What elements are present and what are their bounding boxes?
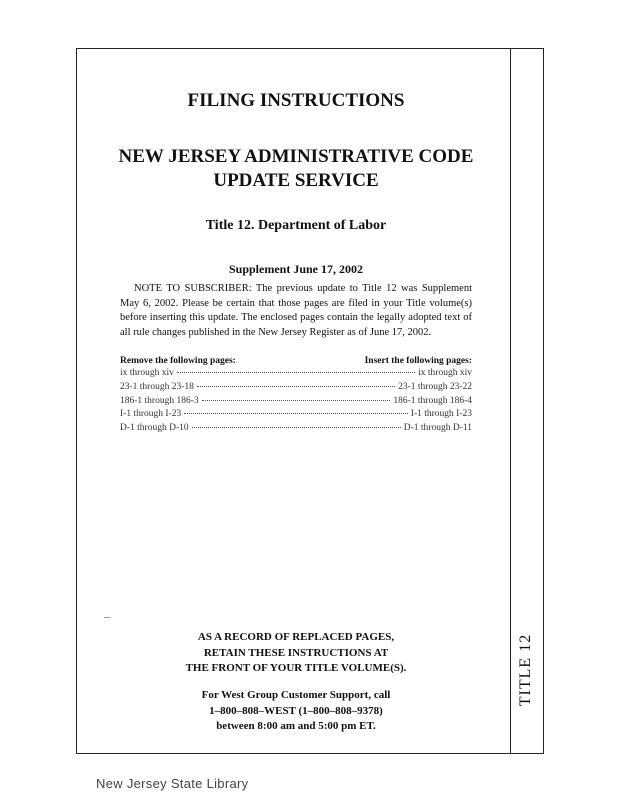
- record-notice-line2: RETAIN THESE INSTRUCTIONS AT: [203, 646, 389, 659]
- table-row: [120, 423, 472, 437]
- table-row: [120, 396, 472, 410]
- record-notice-line1: AS A RECORD OF REPLACED PAGES,: [197, 631, 395, 643]
- insert-pages-header: Insert the following pages:: [364, 356, 472, 366]
- support-line1: For West Group Customer Support, call: [201, 689, 391, 701]
- insert-pages: 186-1 through 186-4: [393, 395, 472, 406]
- support-line2: 1–800–808–WEST (1–800–808–9378): [209, 704, 383, 717]
- subscriber-note: [120, 282, 472, 340]
- table-row: [120, 409, 472, 423]
- subscriber-note-text: NOTE TO SUBSCRIBER: The previous update to Title 12 was Supplement May 6, 2002. Please be certain that those pages are filed in your Title volume(s) before inserting this update. The enclosed pages contain the legally adopted text of all rule changes published in the New Jersey Register as of June 17, 2002.: [120, 283, 472, 338]
- remove-pages: I-1 through I-23: [120, 409, 182, 420]
- record-notice: [90, 630, 502, 677]
- dot-leader: [202, 400, 391, 401]
- code-title: [90, 145, 502, 193]
- pages-table: [120, 356, 472, 437]
- remove-pages: 186-1 through 186-3: [120, 395, 199, 406]
- dot-leader: [192, 427, 401, 428]
- margin-mark: [104, 617, 110, 618]
- remove-pages-header: Remove the following pages:: [120, 356, 236, 366]
- code-title-line2: UPDATE SERVICE: [213, 170, 379, 191]
- department-title: Title 12. Department of Labor: [205, 218, 387, 233]
- record-notice-line3: THE FRONT OF YOUR TITLE VOLUME(S).: [185, 662, 407, 674]
- supplement-date: Supplement June 17, 2002: [228, 262, 364, 276]
- code-title-line1: NEW JERSEY ADMINISTRATIVE CODE: [118, 146, 474, 167]
- table-row: [120, 382, 472, 396]
- filing-instructions-heading: FILING INSTRUCTIONS: [187, 90, 405, 111]
- dot-leader: [177, 372, 415, 373]
- remove-pages: ix through xiv: [120, 368, 174, 378]
- insert-pages: I-1 through I-23: [410, 409, 472, 420]
- title-tab-label: TITLE 12: [517, 633, 535, 707]
- title-tab: [508, 620, 544, 720]
- customer-support: [90, 688, 502, 735]
- dot-leader: [184, 413, 408, 414]
- insert-pages: 23-1 through 23-22: [398, 381, 472, 392]
- support-line3: between 8:00 am and 5:00 pm ET.: [216, 720, 376, 732]
- dot-leader: [197, 386, 395, 387]
- table-row: [120, 368, 472, 382]
- insert-pages: D-1 through D-11: [403, 423, 472, 434]
- remove-pages: 23-1 through 23-18: [120, 381, 194, 392]
- library-stamp: New Jersey State Library: [96, 776, 249, 791]
- remove-pages: D-1 through D-10: [120, 423, 189, 434]
- pages-table-header: [120, 356, 472, 366]
- insert-pages: ix through xiv: [418, 368, 472, 378]
